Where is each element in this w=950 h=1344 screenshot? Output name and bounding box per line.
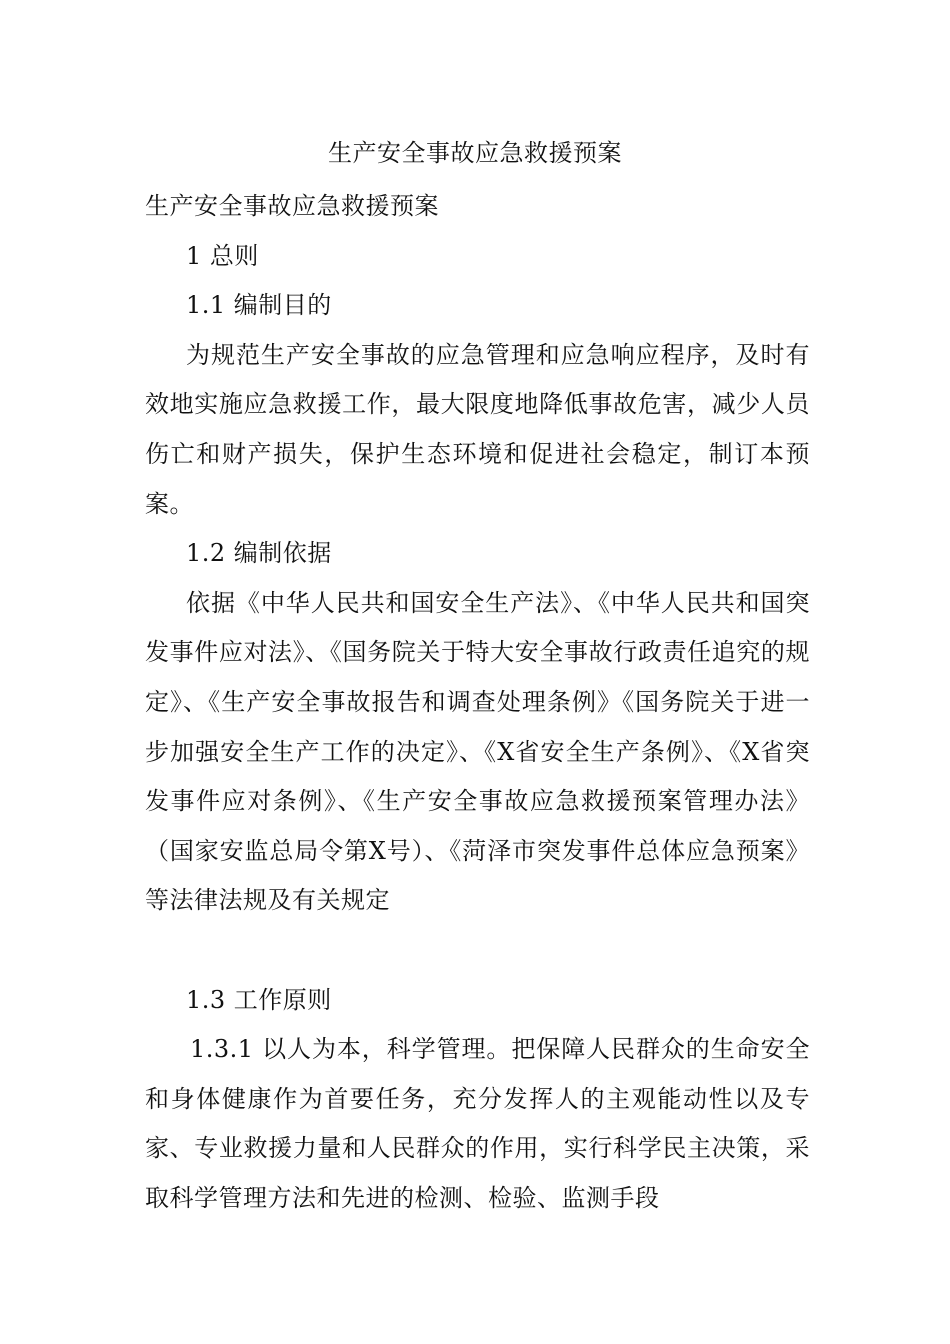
paragraph-basis: 依据《中华人民共和国安全生产法》、《中华人民共和国突发事件应对法》、《国务院关于特大安全事故行政责任追究的规定》、《生产安全事故报告和调查处理条例》《国务院关于进一步加强安全生产工作的决定》、《X省安全生产条例》、《X省突发事件应对条例》、《生产安全事故应急救援预案管理办法》（国家安监总局令第X号）、《菏泽市突发事件总体应急预案》等法律法规及有关规定 [145, 588, 810, 915]
section-heading-principles: 1.3 工作原则 [186, 985, 332, 1014]
document-title: 生产安全事故应急救援预案 [328, 139, 622, 167]
blank-line [145, 926, 810, 976]
document-subtitle: 生产安全事故应急救援预案 [145, 192, 439, 220]
section-heading-basis: 1.2 编制依据 [186, 539, 332, 568]
paragraph-purpose: 为规范生产安全事故的应急管理和应急响应程序，及时有效地实施应急救援工作，最大限度地降低事故危害，减少人员伤亡和财产损失，保护生态环境和促进社会稳定，制订本预案。 [145, 340, 810, 518]
section-heading-purpose: 1.1 编制目的 [186, 291, 332, 320]
paragraph-principle-1: 1.3.1 以人为本，科学管理。把保障人民群众的生命安全和身体健康作为首要任务，充分发挥人的主观能动性以及专家、专业救援力量和人民群众的作用，实行科学民主决策，采取科学管理方法和先进的检测、检验、监测手段 [145, 1035, 810, 1212]
document-body [145, 182, 810, 1223]
section-heading-general: 1 总则 [186, 241, 259, 270]
